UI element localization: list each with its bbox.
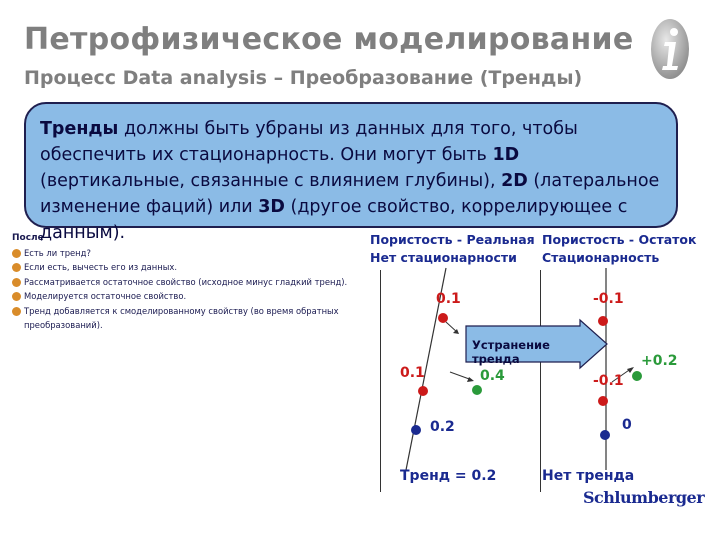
list-item: Есть ли тренд? bbox=[12, 246, 372, 260]
page-subtitle: Процесс Data analysis – Преобразование (Тренды) bbox=[24, 67, 583, 89]
left-mid-green-value: 0.4 bbox=[480, 368, 505, 384]
callout-text: (другое свойство, коррелирующее с данным). bbox=[40, 197, 628, 243]
callout-text: (латеральное изменение фаций) или bbox=[40, 171, 660, 217]
right-footer: Нет тренда bbox=[542, 468, 635, 484]
right-top-value: -0.1 bbox=[593, 291, 624, 307]
right-bottom-point bbox=[600, 430, 610, 440]
left-header-line2: Нет стационарности bbox=[370, 250, 517, 265]
callout-term-2d: 2D bbox=[501, 171, 528, 191]
right-header-line1: Пористость - Остаток bbox=[542, 232, 697, 247]
right-mid-green-value: +0.2 bbox=[641, 353, 678, 369]
left-top-value: 0.1 bbox=[436, 291, 461, 307]
arrow-label: Устранение тренда bbox=[472, 338, 550, 366]
callout-term-3d: 3D bbox=[258, 197, 285, 217]
left-bottom-point bbox=[411, 425, 421, 435]
right-top-point bbox=[598, 316, 608, 326]
left-mid-red-value: 0.1 bbox=[400, 365, 425, 381]
left-top-point bbox=[438, 313, 448, 323]
list-item: Тренд добавляется к смоделированному свойству (во время обратных преобразований). bbox=[12, 304, 372, 333]
right-header-line2: Стационарность bbox=[542, 250, 660, 265]
left-footer: Тренд = 0.2 bbox=[400, 468, 497, 484]
notes-heading: После bbox=[12, 233, 44, 243]
left-header-line1: Пористость - Реальная bbox=[370, 232, 535, 247]
right-mid-green-point bbox=[632, 371, 642, 381]
schlumberger-logo: Schlumberger bbox=[583, 488, 705, 507]
right-mid-red-value: -0.1 bbox=[593, 373, 624, 389]
callout-text: (вертикальные, связанные с влиянием глубины), bbox=[40, 171, 502, 191]
callout-text: должны быть убраны из данных для того, чтобы обеспечить их стационарность. Они могут быть bbox=[40, 119, 578, 165]
left-mid-green-point bbox=[472, 385, 482, 395]
list-item: Рассматривается остаточное свойство (исходное минус гладкий тренд). bbox=[12, 275, 372, 289]
left-bottom-value: 0.2 bbox=[430, 419, 455, 435]
list-item: Если есть, вычесть его из данных. bbox=[12, 260, 372, 274]
left-mid-red-point bbox=[418, 386, 428, 396]
page-title: Петрофизическое моделирование bbox=[24, 22, 634, 57]
list-item: Моделируется остаточное свойство. bbox=[12, 289, 372, 303]
callout-term-trends: Тренды bbox=[40, 119, 119, 139]
right-bottom-value: 0 bbox=[622, 417, 632, 433]
right-mid-red-point bbox=[598, 396, 608, 406]
callout-term-1d: 1D bbox=[492, 145, 520, 165]
